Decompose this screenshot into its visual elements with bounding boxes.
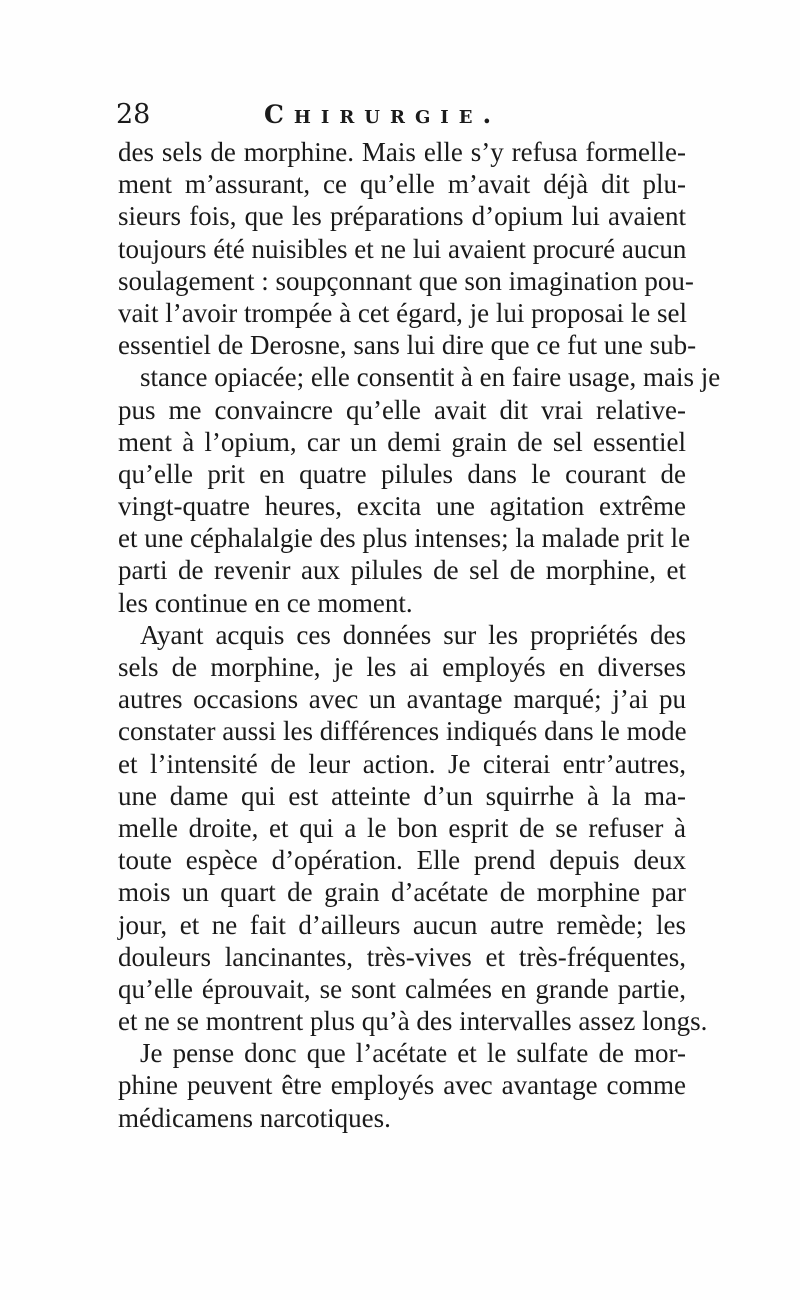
text-line: autres occasions avec un avantage marqué; j’ai pu: [118, 684, 686, 715]
text-line: melle droite, et qui a le bon esprit de se refuser à: [118, 812, 686, 843]
text-line: et l’intensité de leur action. Je citerai entr’autres,: [118, 748, 686, 779]
text-line: jour, et ne fait d’ailleurs aucun autre remède; les: [118, 909, 686, 940]
text-line: Je pense donc que l’acétate et le sulfate de mor-: [140, 1038, 686, 1069]
text-line: vingt-quatre heures, excita une agitation extrême: [118, 491, 686, 522]
text-line: sieurs fois, que les préparations d’opium lui avaient: [118, 201, 686, 232]
text-line: une dame qui est atteinte d’un squirrhe à la ma-: [118, 780, 686, 811]
text-line: sels de morphine, je les ai employés en diverses: [118, 652, 686, 682]
text-line: stance opiacée; elle consentit à en faire usage, mais je: [140, 362, 721, 393]
text-line: les continue en ce moment.: [118, 587, 413, 618]
text-line: douleurs lancinantes, très-vives et très-fréquentes,: [118, 941, 686, 972]
text-line: essentiel de Derosne, sans lui dire que ce fut une sub-: [118, 330, 697, 361]
running-head: Chirurgie.: [264, 100, 502, 129]
text-line: médicamens narcotiques.: [118, 1102, 391, 1133]
text-line: phine peuvent être employés avec avantage comme: [118, 1070, 686, 1101]
text-line: ment m’assurant, ce qu’elle m’avait déjà dit plu-: [118, 169, 686, 200]
text-line: parti de revenir aux pilules de sel de morphine, et: [118, 555, 686, 586]
text-line: des sels de morphine. Mais elle s’y refusa formelle-: [118, 137, 686, 167]
text-line: et une céphalalgie des plus intenses; la malade prit le: [118, 523, 691, 554]
text-line: mois un quart de grain d’acétate de morphine par: [118, 877, 686, 908]
text-line: ment à l’opium, car un demi grain de sel essentiel: [118, 426, 686, 457]
page-number: 28: [116, 99, 151, 130]
text-line: qu’elle éprouvait, se sont calmées en grande partie,: [118, 973, 686, 1004]
text-line: pus me convaincre qu’elle avait dit vrai relative-: [118, 394, 686, 425]
text-line: et ne se montrent plus qu’à des intervalles assez longs.: [118, 1006, 708, 1037]
text-line: toujours été nuisibles et ne lui avaient procuré aucun: [118, 233, 687, 264]
text-line: qu’elle prit en quatre pilules dans le courant de: [118, 458, 686, 489]
text-line: toute espèce d’opération. Elle prend depuis deux: [118, 845, 686, 876]
page-header: [116, 95, 688, 135]
text-line: soulagement : soupçonnant que son imagination pou-: [118, 265, 694, 296]
text-line: vait l’avoir trompée à cet égard, je lui proposai le sel: [118, 297, 688, 328]
text-line: constater aussi les différences indiqués dans le mode: [118, 716, 687, 747]
text-line: Ayant acquis ces données sur les propriétés des: [140, 619, 686, 650]
body-text: [118, 136, 721, 1134]
